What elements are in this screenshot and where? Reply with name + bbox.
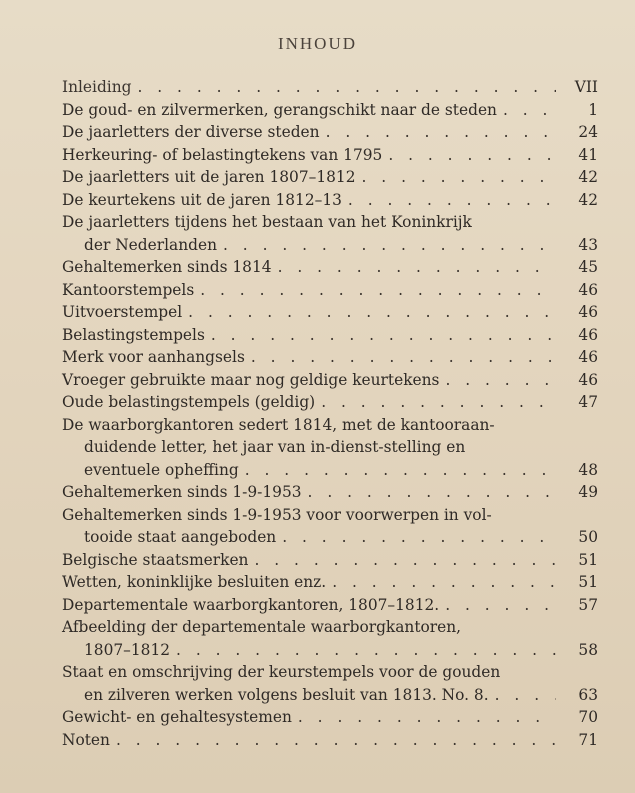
toc-entry (62, 571, 598, 594)
toc-line (62, 369, 598, 392)
dot-leader (445, 594, 556, 617)
table-of-contents (62, 76, 598, 751)
toc-page-number: 41 (578, 145, 598, 164)
toc-page-number: 50 (578, 528, 598, 546)
toc-entry-title: Departementale waarborgkantoren, 1807–1812. (62, 595, 440, 614)
toc-line (62, 301, 598, 324)
toc-entry-title: Gehaltemerken sinds 1814 (62, 258, 272, 276)
toc-line (62, 121, 598, 144)
toc-line (62, 459, 598, 482)
toc-entry (62, 549, 598, 572)
toc-page-number: 48 (578, 460, 598, 479)
dot-leader (211, 324, 556, 347)
dot-leader (282, 526, 556, 549)
toc-line (62, 166, 598, 189)
toc-entry-title: eventuele opheffing (84, 460, 239, 479)
toc-entry (62, 256, 598, 279)
toc-page-number: 42 (578, 168, 598, 186)
toc-line (62, 684, 598, 707)
dot-leader (223, 234, 556, 257)
dot-leader (116, 729, 556, 752)
dot-leader (332, 571, 556, 594)
toc-page-number: 71 (578, 730, 598, 749)
toc-page-number: VII (574, 78, 598, 96)
toc-entry (62, 729, 598, 752)
dot-leader (137, 76, 556, 99)
toc-page-number: 1 (588, 100, 598, 119)
dot-leader (388, 144, 556, 167)
dot-leader (495, 684, 556, 707)
toc-entry-title: der Nederlanden (84, 235, 217, 254)
toc-line (62, 481, 598, 504)
toc-entry-title: De jaarletters tijdens het bestaan van het Koninkrijk (62, 213, 472, 231)
toc-entry-title: Belastingstempels (62, 325, 205, 344)
toc-page-number: 46 (578, 370, 598, 389)
dot-leader (348, 189, 556, 212)
toc-entry-title: Uitvoerstempel (62, 303, 183, 321)
toc-line (62, 99, 598, 122)
toc-entry-title: Afbeelding der departementale waarborgkantoren, (62, 618, 462, 636)
toc-line (62, 706, 598, 729)
toc-page-number: 42 (578, 190, 598, 209)
toc-entry (62, 346, 598, 369)
toc-entry-title: Kantoorstempels (62, 280, 195, 299)
toc-entry (62, 121, 598, 144)
toc-line (62, 526, 598, 549)
toc-entry-title: Gewicht- en gehaltesystemen (62, 708, 292, 726)
toc-page-number: 46 (578, 348, 598, 366)
toc-entry-title: Herkeuring- of belastingtekens van 1795 (62, 145, 383, 164)
toc-line (62, 279, 598, 302)
toc-entry (62, 189, 598, 212)
toc-entry-title: Gehaltemerken sinds 1-9-1953 (62, 483, 302, 501)
toc-entry (62, 211, 598, 256)
toc-line (62, 504, 598, 527)
toc-line (62, 414, 598, 437)
toc-line (62, 144, 598, 167)
toc-page-number: 47 (578, 393, 598, 411)
toc-entry-title: Merk voor aanhangsels (62, 348, 245, 366)
toc-entry (62, 166, 598, 189)
toc-page-number: 46 (578, 280, 598, 299)
toc-entry (62, 481, 598, 504)
toc-page-number: 51 (578, 573, 598, 591)
toc-entry-title: Oude belastingstempels (geldig) (62, 393, 316, 411)
toc-entry (62, 661, 598, 706)
toc-entry (62, 301, 598, 324)
toc-entry-title: Vroeger gebruikte maar nog geldige keurtekens (62, 370, 440, 389)
toc-line (62, 234, 598, 257)
toc-entry-title: Inleiding (62, 78, 132, 96)
dot-leader (321, 391, 556, 414)
toc-entry (62, 504, 598, 549)
toc-entry-title: Gehaltemerken sinds 1-9-1953 voor voorwerpen in vol- (62, 505, 492, 524)
toc-entry (62, 706, 598, 729)
toc-line (62, 256, 598, 279)
toc-line (62, 661, 598, 684)
toc-entry (62, 279, 598, 302)
dot-leader (278, 256, 556, 279)
toc-line (62, 436, 598, 459)
toc-page-number: 24 (578, 123, 598, 141)
toc-line (62, 594, 598, 617)
toc-entry-title: De jaarletters der diverse steden (62, 123, 320, 141)
toc-page-number: 49 (578, 483, 598, 501)
toc-entry-title: De goud- en zilvermerken, gerangschikt naar de steden (62, 100, 497, 119)
toc-entry-title: Belgische staatsmerken (62, 550, 249, 569)
toc-line (62, 324, 598, 347)
toc-line (62, 76, 598, 99)
toc-entry (62, 99, 598, 122)
dot-leader (176, 639, 556, 662)
toc-entry-title: Staat en omschrijving der keurstempels voor de gouden (62, 663, 501, 681)
toc-entry-title: De keurtekens uit de jaren 1812–13 (62, 190, 342, 209)
toc-entry (62, 594, 598, 617)
dot-leader (362, 166, 557, 189)
dot-leader (254, 549, 556, 572)
toc-entry-title: en zilveren werken volgens besluit van 1813. No. 8. (84, 685, 489, 704)
toc-line (62, 189, 598, 212)
toc-entry (62, 616, 598, 661)
dot-leader (298, 706, 556, 729)
toc-line (62, 346, 598, 369)
toc-page-number: 70 (578, 708, 598, 726)
toc-page-number: 63 (578, 685, 598, 704)
toc-entry-title: Wetten, koninklijke besluiten enz. (62, 573, 327, 591)
toc-page-number: 45 (578, 258, 598, 276)
toc-entry-title: Noten (62, 730, 110, 749)
toc-entry (62, 369, 598, 392)
dot-leader (308, 481, 556, 504)
dot-leader (445, 369, 556, 392)
toc-line (62, 391, 598, 414)
toc-entry-title: 1807–1812 (84, 640, 171, 659)
toc-entry-title: De waarborgkantoren sedert 1814, met de kantooraan- (62, 415, 495, 434)
page-title: INHOUD (277, 34, 358, 53)
dot-leader (326, 121, 556, 144)
toc-line (62, 211, 598, 234)
toc-page-number: 46 (578, 303, 598, 321)
dot-leader (251, 346, 556, 369)
toc-entry-title: tooide staat aangeboden (84, 528, 277, 546)
toc-line (62, 729, 598, 752)
toc-page-number: 46 (578, 325, 598, 344)
toc-page-number: 57 (578, 595, 598, 614)
toc-line (62, 616, 598, 639)
toc-line (62, 639, 598, 662)
toc-entry-title: De jaarletters uit de jaren 1807–1812 (62, 168, 356, 186)
toc-page-number: 51 (578, 550, 598, 569)
toc-entry (62, 324, 598, 347)
toc-entry (62, 76, 598, 99)
toc-entry-title: duidende letter, het jaar van in-dienst-stelling en (84, 438, 466, 456)
toc-entry (62, 391, 598, 414)
dot-leader (200, 279, 556, 302)
toc-page-number: 43 (578, 235, 598, 254)
dot-leader (188, 301, 556, 324)
toc-entry (62, 414, 598, 482)
toc-line (62, 549, 598, 572)
dot-leader (503, 99, 556, 122)
toc-page-number: 58 (578, 640, 598, 659)
toc-line (62, 571, 598, 594)
dot-leader (245, 459, 556, 482)
toc-entry (62, 144, 598, 167)
